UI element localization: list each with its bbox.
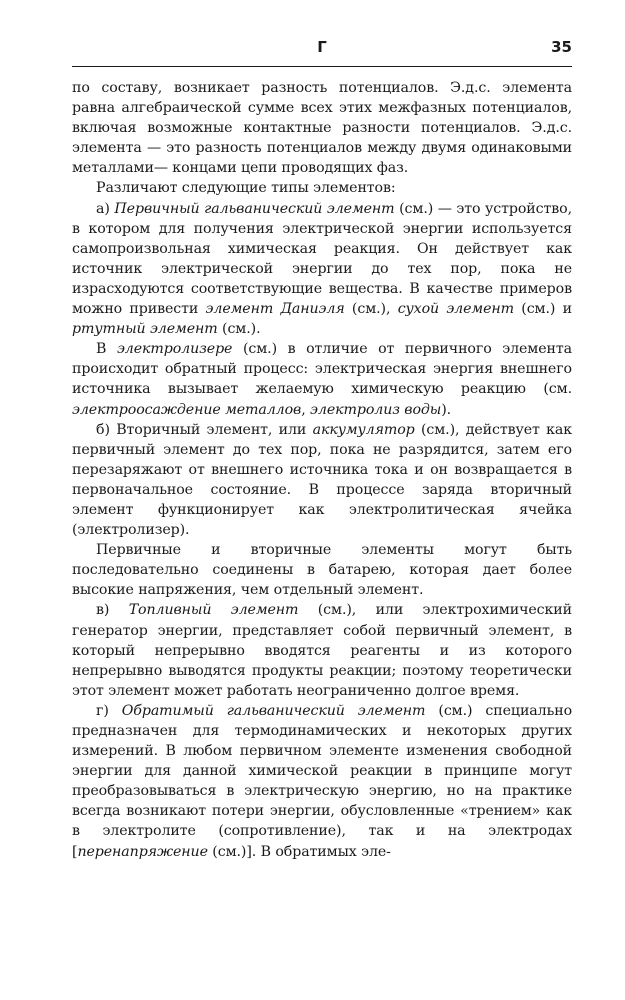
term-reference: Топливный элемент — [128, 602, 299, 619]
paragraph — [72, 78, 572, 178]
page-number: 35 — [551, 38, 572, 56]
paragraph — [72, 540, 572, 600]
term-reference: электролизере — [116, 341, 233, 358]
section-letter: Г — [317, 38, 327, 56]
term-reference: перенапряжение — [77, 843, 208, 860]
term-reference: Обратимый гальванический элемент — [121, 702, 426, 719]
text-run: (см.). — [217, 321, 261, 338]
text-run: (см.), — [344, 301, 398, 318]
term-reference: аккумулятор — [312, 421, 415, 438]
paragraph — [72, 701, 572, 862]
term-reference: электролиз воды — [310, 401, 442, 418]
term-reference: ртутный элемент — [72, 321, 218, 338]
paragraph — [72, 420, 572, 541]
text-run: В — [96, 341, 117, 358]
header-rule — [72, 66, 572, 67]
term-reference: электроосаждение металлов — [72, 401, 302, 418]
text-run: (см.) и — [513, 301, 572, 318]
text-run: , — [301, 401, 311, 418]
text-run: в) — [96, 602, 129, 619]
text-run: ). — [441, 401, 452, 418]
paragraph — [72, 178, 572, 198]
paragraph — [72, 199, 572, 340]
text-run: (см.) в отличие от первичного элемента происходит обратный процесс: электрическая энергия внешнего источника вызывает желаемую химическую реакцию (см. — [72, 341, 572, 398]
text-run: по составу, возникает разность потенциалов. Э.д.с. элемента равна алгебраической сумме всех этих межфазных потенциалов, включая возможные контактные разности потенциалов. Э.д.с. элемента — это разность потенциалов между двумя одинаковыми металлами— концами цепи проводящих фаз. — [72, 80, 572, 177]
term-reference: сухой элемент — [397, 301, 514, 318]
paragraph — [72, 600, 572, 700]
text-run: (см.), или электрохимический генератор энергии, представляет собой первичный элемент, в который непрерывно вводятся реагенты и из которого непрерывно выводятся продукты реакции; поэтому теоретически этот элемент может работать неограниченно долгое время. — [72, 602, 572, 699]
text-run: (см.) — это устройство, в котором для получения электрической энергии используется самопроизвольная химическая реакция. Он действует как источник электрической энергии до тех пор, пока не израсходуются соответствующие вещества. В качестве примеров можно привести — [72, 200, 573, 318]
paragraph — [72, 339, 572, 419]
term-reference: Первичный гальванический элемент — [114, 200, 395, 217]
text-run: (см.), действует как первичный элемент до тех пор, пока не разрядится, затем его перезаряжают от внешнего источника тока и он возвращается в первоначальное состояние. В процессе заряда вторичный элемент функционирует как электролитическая ячейка (электролизер). — [72, 421, 573, 539]
text-run: а) — [96, 200, 115, 217]
text-run: Различают следующие типы элементов: — [96, 180, 396, 197]
text-run: Первичные и вторичные элементы могут быть последовательно соединены в батарею, которая дает более высокие напряжения, чем отдельный элемент. — [72, 542, 572, 599]
text-run: г) — [96, 702, 122, 719]
text-run: б) Вторичный элемент, или — [96, 421, 313, 438]
running-header — [72, 38, 572, 62]
text-run: (см.)]. В обратимых эле- — [207, 843, 391, 860]
text-run: (см.) специально предназначен для термодинамических и некоторых других измерений. В любом первичном элементе изменения свободной энергии для данной химической реакции в принципе могут преобразовываться в электрическую энергию, но на практике всегда возникают потери энергии, обусловленные «трением» как в электролите (сопротивление), так и на электродах [ — [72, 702, 573, 860]
body-text — [72, 78, 572, 862]
term-reference: элемент Даниэля — [205, 301, 345, 318]
